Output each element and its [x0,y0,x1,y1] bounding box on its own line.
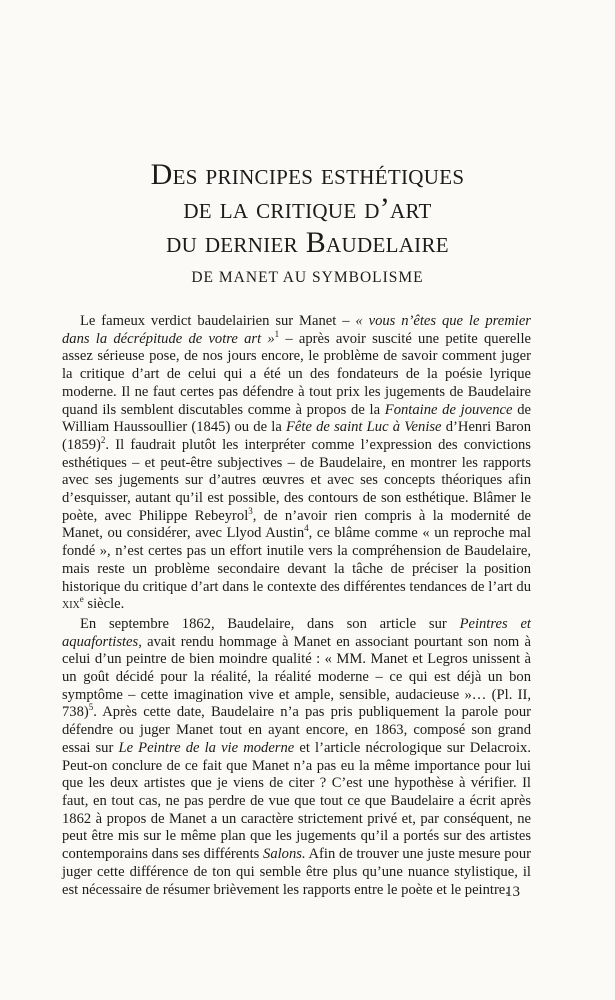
essay-title: Le Peintre de la vie moderne [118,739,295,756]
text-run: . Il faudrait plutôt les interpréter comme l’expression des convictions esthétiques – et peut-être subjectives – de Baudelaire, en montrer les rapports avec ses jugements sur d’autres œuvres et avec ses concepts théoriques afin d’esquisser, autant qu’il est possible, des contours de son esthétique. Blâmer le poète, avec Philippe Rebeyrol [62,436,531,524]
quote: « vous n’êtes que le premier dans la décrépitude de votre art » [62,313,531,347]
title-line-1: Des principes esthétiques [150,158,465,191]
salons-title: Salons. [263,846,306,863]
text-run: , ce blâme comme « un reproche mal fondé », n’est certes pas un effort inutile vers la compréhension de Baudelaire, mais reste un problème secondaire devant la tâche de préciser la position historique du critique d’art dans le contexte des différentes tendances de l’art du [62,525,531,595]
century-suffix: e [79,594,84,605]
artwork-title: Fontaine de jouvence [384,401,513,418]
text-run: . Après cette date, Baudelaire n’a pas pris publiquement la parole pour défendre ou juger Manet tout en ayant encore, en 1863, composé son grand essai sur [62,704,531,756]
text-run: d’Henri Baron (1859) [62,419,531,453]
text-run: et l’article nécrologique sur Delacroix. Peut-on conclure de ce fait que Manet n’a pas eu la même importance pour lui que les deux artistes que je viens de citer ? C’est une hypothèse à vérifier. Il faut, en tout cas, ne pas perdre de vue que tout ce que Baudelaire a écrit après 1862 à propos de Manet a un caractère strictement privé et, par conséquent, ne peut être mis sur le même plan que les jugements qu’il a portés sur des artistes contemporains dans ses différents [62,739,531,863]
text-run: Afin de trouver une juste mesure pour juger cette différence de ton qui semble être plus qu’une nuance stylistique, il est nécessaire de résumer brièvement les rapports entre le poète et le peintre. [62,846,532,898]
text-run: siècle. [83,596,125,613]
artwork-title: Fête de saint Luc à Venise [286,419,442,436]
article-title: Peintres et aquafortistes, [62,615,531,650]
text-run: , de n’avoir rien compris à la modernité de Manet, ou considérer, avec Llyod Austin [62,507,531,542]
footnote-ref: 4 [304,523,309,534]
title-line-2: de la critique d’art [183,192,432,225]
footnote-ref: 5 [88,702,94,713]
chapter-subtitle: DE MANET AU SYMBOLISME [191,269,424,286]
century-numeral: xix [62,596,80,613]
footnote-ref: 1 [274,328,280,339]
page-number: 13 [505,884,520,900]
footnote-ref: 3 [248,505,253,516]
title-line-3: du dernier Baudelaire [166,226,449,259]
text-run: Le fameux verdict baudelairien sur Manet – [80,313,356,329]
text-run: – après avoir suscité une petite querelle assez sérieuse pose, de nos jours encore, le problème de savoir comment juger la critique d’art de celui qui a été un des fondateurs de la poésie lyrique moderne. Il ne faut certes pas défendre à tout prix les jugements de Baudelaire quand ils semblent discutables comme à propos de la [62,330,531,418]
body-text [62,313,531,901]
footnote-ref: 2 [100,435,106,446]
text-run: de William Haussoullier (1845) ou de la [62,401,531,436]
paragraph-2 [62,616,531,899]
paragraph-1 [62,313,531,614]
text-run: En septembre 1862, Baudelaire, dans son article sur [80,615,460,632]
chapter-title [0,158,615,260]
text-run: avait rendu hommage à Manet en associant pourtant son nom à celui d’un peintre de bien moindre qualité : « MM. Manet et Legros unissent à un goût décidé pour la réalité, la réalité moderne – ce qui est déjà un bon symptôme – cette imagination vive et ample, sensible, audacieuse »… (Pl. II, 738) [62,633,531,721]
